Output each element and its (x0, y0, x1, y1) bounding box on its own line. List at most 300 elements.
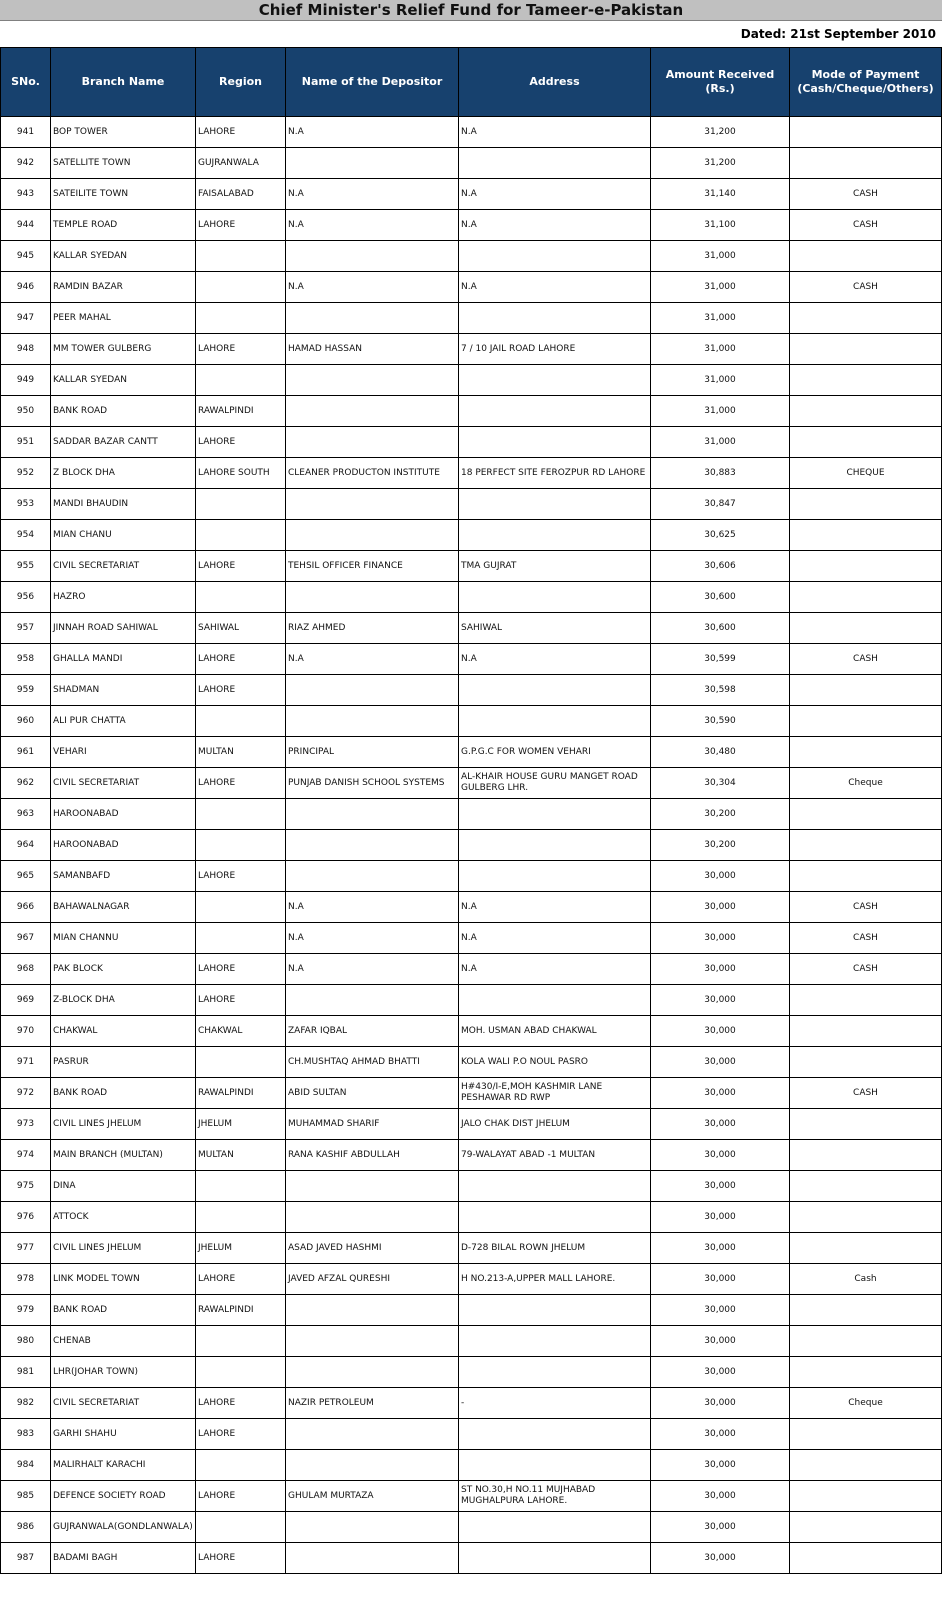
cell-amount: 30,000 (651, 1140, 790, 1171)
cell-address: H#430/I-E,MOH KASHMIR LANE PESHAWAR RD RWP (459, 1078, 651, 1109)
cell-mode: CHEQUE (790, 458, 942, 489)
cell-mode (790, 706, 942, 737)
cell-amount: 30,590 (651, 706, 790, 737)
cell-branch: PAK BLOCK (51, 954, 196, 985)
cell-region: RAWALPINDI (196, 396, 286, 427)
cell-mode (790, 1109, 942, 1140)
cell-sno: 975 (1, 1171, 51, 1202)
cell-address (459, 520, 651, 551)
cell-address (459, 1202, 651, 1233)
cell-address: 18 PERFECT SITE FEROZPUR RD LAHORE (459, 458, 651, 489)
cell-depositor: N.A (286, 644, 459, 675)
cell-region (196, 706, 286, 737)
cell-amount: 30,600 (651, 613, 790, 644)
cell-mode (790, 520, 942, 551)
table-row (1, 365, 942, 396)
table-header-row (1, 48, 942, 117)
cell-address: N.A (459, 923, 651, 954)
cell-amount: 30,000 (651, 1264, 790, 1295)
cell-amount: 30,000 (651, 1419, 790, 1450)
cell-mode: CASH (790, 892, 942, 923)
cell-sno: 963 (1, 799, 51, 830)
table-row (1, 1357, 942, 1388)
cell-depositor: PUNJAB DANISH SCHOOL SYSTEMS (286, 768, 459, 799)
table-row (1, 1295, 942, 1326)
cell-mode (790, 985, 942, 1016)
cell-amount: 30,883 (651, 458, 790, 489)
cell-branch: Z BLOCK DHA (51, 458, 196, 489)
cell-address: JALO CHAK DIST JHELUM (459, 1109, 651, 1140)
cell-mode: CASH (790, 1078, 942, 1109)
table-row (1, 1202, 942, 1233)
cell-branch: GUJRANWALA(GONDLANWALA) (51, 1512, 196, 1543)
cell-depositor (286, 1171, 459, 1202)
cell-branch: HAZRO (51, 582, 196, 613)
cell-branch: CHENAB (51, 1326, 196, 1357)
cell-branch: ATTOCK (51, 1202, 196, 1233)
cell-region: JHELUM (196, 1109, 286, 1140)
cell-region: LAHORE (196, 1264, 286, 1295)
cell-sno: 960 (1, 706, 51, 737)
cell-address: MOH. USMAN ABAD CHAKWAL (459, 1016, 651, 1047)
cell-amount: 30,606 (651, 551, 790, 582)
cell-depositor: N.A (286, 210, 459, 241)
cell-amount: 30,000 (651, 1512, 790, 1543)
cell-amount: 30,000 (651, 1202, 790, 1233)
table-row (1, 1047, 942, 1078)
cell-depositor (286, 799, 459, 830)
cell-amount: 31,000 (651, 334, 790, 365)
cell-sno: 947 (1, 303, 51, 334)
cell-region: LAHORE (196, 954, 286, 985)
table-row (1, 241, 942, 272)
cell-amount: 31,000 (651, 241, 790, 272)
table-row (1, 1388, 942, 1419)
cell-branch: KALLAR SYEDAN (51, 365, 196, 396)
table-row (1, 303, 942, 334)
cell-sno: 982 (1, 1388, 51, 1419)
cell-sno: 952 (1, 458, 51, 489)
cell-amount: 30,000 (651, 923, 790, 954)
cell-region: LAHORE (196, 117, 286, 148)
cell-address (459, 303, 651, 334)
cell-depositor: N.A (286, 117, 459, 148)
cell-sno: 985 (1, 1481, 51, 1512)
cell-region: LAHORE (196, 551, 286, 582)
cell-sno: 958 (1, 644, 51, 675)
cell-sno: 951 (1, 427, 51, 458)
column-header-region: Region (196, 48, 286, 117)
document-title: Chief Minister's Relief Fund for Tameer-e-Pakistan (0, 0, 942, 21)
table-body (1, 117, 942, 1574)
cell-depositor: MUHAMMAD SHARIF (286, 1109, 459, 1140)
cell-depositor (286, 985, 459, 1016)
cell-branch: KALLAR SYEDAN (51, 241, 196, 272)
cell-sno: 959 (1, 675, 51, 706)
cell-mode (790, 396, 942, 427)
cell-branch: MANDI BHAUDIN (51, 489, 196, 520)
cell-address (459, 1295, 651, 1326)
table-row (1, 334, 942, 365)
table-row (1, 892, 942, 923)
cell-mode: CASH (790, 954, 942, 985)
cell-sno: 946 (1, 272, 51, 303)
cell-region (196, 241, 286, 272)
cell-region: LAHORE (196, 427, 286, 458)
cell-region (196, 1357, 286, 1388)
cell-amount: 30,000 (651, 892, 790, 923)
cell-amount: 31,200 (651, 117, 790, 148)
cell-branch: CIVIL LINES JHELUM (51, 1233, 196, 1264)
cell-mode (790, 1543, 942, 1574)
cell-amount: 31,140 (651, 179, 790, 210)
cell-address: ST NO.30,H NO.11 MUJHABAD MUGHALPURA LAHORE. (459, 1481, 651, 1512)
cell-sno: 978 (1, 1264, 51, 1295)
cell-depositor: N.A (286, 179, 459, 210)
cell-depositor: N.A (286, 923, 459, 954)
cell-branch: DINA (51, 1171, 196, 1202)
cell-depositor: ABID SULTAN (286, 1078, 459, 1109)
cell-depositor (286, 675, 459, 706)
table-row (1, 272, 942, 303)
table-row (1, 489, 942, 520)
cell-region: GUJRANWALA (196, 148, 286, 179)
cell-mode (790, 1357, 942, 1388)
cell-depositor (286, 1419, 459, 1450)
cell-address (459, 830, 651, 861)
cell-depositor: GHULAM MURTAZA (286, 1481, 459, 1512)
cell-sno: 981 (1, 1357, 51, 1388)
cell-region: LAHORE (196, 768, 286, 799)
cell-region (196, 892, 286, 923)
table-row (1, 1140, 942, 1171)
cell-depositor (286, 706, 459, 737)
table-row (1, 1171, 942, 1202)
cell-branch: CIVIL SECRETARIAT (51, 1388, 196, 1419)
cell-branch: BAHAWALNAGAR (51, 892, 196, 923)
cell-address: - (459, 1388, 651, 1419)
cell-depositor (286, 1326, 459, 1357)
cell-amount: 31,000 (651, 396, 790, 427)
column-header-branch: Branch Name (51, 48, 196, 117)
cell-address: SAHIWAL (459, 613, 651, 644)
cell-depositor: TEHSIL OFFICER FINANCE (286, 551, 459, 582)
cell-address (459, 489, 651, 520)
cell-branch: BOP TOWER (51, 117, 196, 148)
cell-amount: 30,000 (651, 1388, 790, 1419)
cell-mode (790, 303, 942, 334)
table-row (1, 768, 942, 799)
cell-mode (790, 241, 942, 272)
cell-amount: 31,200 (651, 148, 790, 179)
cell-mode (790, 1295, 942, 1326)
cell-address (459, 1171, 651, 1202)
column-header-address: Address (459, 48, 651, 117)
cell-region: LAHORE (196, 644, 286, 675)
cell-amount: 30,000 (651, 1078, 790, 1109)
cell-sno: 955 (1, 551, 51, 582)
cell-branch: BANK ROAD (51, 1078, 196, 1109)
cell-mode: CASH (790, 210, 942, 241)
cell-branch: MALIRHALT KARACHI (51, 1450, 196, 1481)
cell-region: RAWALPINDI (196, 1295, 286, 1326)
cell-sno: 976 (1, 1202, 51, 1233)
cell-sno: 965 (1, 861, 51, 892)
cell-amount: 30,000 (651, 1481, 790, 1512)
cell-region: LAHORE (196, 985, 286, 1016)
cell-sno: 979 (1, 1295, 51, 1326)
cell-depositor (286, 396, 459, 427)
cell-sno: 961 (1, 737, 51, 768)
table-row (1, 582, 942, 613)
document-date: Dated: 21st September 2010 (740, 27, 936, 41)
cell-address: KOLA WALI P.O NOUL PASRO (459, 1047, 651, 1078)
table-row (1, 117, 942, 148)
column-header-depositor: Name of the Depositor (286, 48, 459, 117)
cell-region: MULTAN (196, 737, 286, 768)
cell-amount: 30,200 (651, 799, 790, 830)
cell-branch: CIVIL SECRETARIAT (51, 768, 196, 799)
cell-region (196, 1047, 286, 1078)
cell-branch: CHAKWAL (51, 1016, 196, 1047)
cell-amount: 30,598 (651, 675, 790, 706)
cell-amount: 30,000 (651, 1295, 790, 1326)
cell-region: MULTAN (196, 1140, 286, 1171)
cell-branch: CIVIL SECRETARIAT (51, 551, 196, 582)
table-row (1, 706, 942, 737)
cell-depositor: CH.MUSHTAQ AHMAD BHATTI (286, 1047, 459, 1078)
cell-branch: DEFENCE SOCIETY ROAD (51, 1481, 196, 1512)
cell-branch: TEMPLE ROAD (51, 210, 196, 241)
cell-mode (790, 1047, 942, 1078)
cell-address: N.A (459, 892, 651, 923)
cell-depositor: ZAFAR IQBAL (286, 1016, 459, 1047)
cell-depositor (286, 148, 459, 179)
cell-mode (790, 1016, 942, 1047)
cell-mode (790, 1171, 942, 1202)
cell-sno: 980 (1, 1326, 51, 1357)
cell-depositor (286, 1357, 459, 1388)
cell-address (459, 799, 651, 830)
cell-branch: BANK ROAD (51, 396, 196, 427)
cell-address: N.A (459, 954, 651, 985)
table-row (1, 1543, 942, 1574)
cell-region: LAHORE (196, 334, 286, 365)
cell-mode (790, 489, 942, 520)
cell-address: H NO.213-A,UPPER MALL LAHORE. (459, 1264, 651, 1295)
cell-branch: SHADMAN (51, 675, 196, 706)
cell-sno: 954 (1, 520, 51, 551)
cell-sno: 950 (1, 396, 51, 427)
cell-depositor: N.A (286, 954, 459, 985)
cell-mode (790, 334, 942, 365)
cell-mode (790, 675, 942, 706)
cell-depositor (286, 1543, 459, 1574)
cell-branch: LINK MODEL TOWN (51, 1264, 196, 1295)
cell-depositor (286, 1202, 459, 1233)
cell-amount: 30,000 (651, 1016, 790, 1047)
cell-branch: MIAN CHANNU (51, 923, 196, 954)
cell-address: N.A (459, 272, 651, 303)
cell-branch: HAROONABAD (51, 799, 196, 830)
table-row (1, 427, 942, 458)
cell-amount: 30,000 (651, 1543, 790, 1574)
cell-mode (790, 551, 942, 582)
cell-region (196, 303, 286, 334)
cell-sno: 966 (1, 892, 51, 923)
cell-branch: SATELLITE TOWN (51, 148, 196, 179)
cell-mode (790, 427, 942, 458)
cell-mode (790, 148, 942, 179)
cell-depositor (286, 489, 459, 520)
table-row (1, 396, 942, 427)
cell-depositor (286, 1295, 459, 1326)
table-row (1, 1326, 942, 1357)
table-row (1, 799, 942, 830)
cell-sno: 986 (1, 1512, 51, 1543)
cell-region: LAHORE SOUTH (196, 458, 286, 489)
relief-fund-table (0, 47, 942, 1574)
cell-depositor: CLEANER PRODUCTON INSTITUTE (286, 458, 459, 489)
table-row (1, 520, 942, 551)
cell-address: N.A (459, 210, 651, 241)
cell-amount: 30,000 (651, 1109, 790, 1140)
cell-address (459, 148, 651, 179)
cell-sno: 953 (1, 489, 51, 520)
cell-mode: Cash (790, 1264, 942, 1295)
table-row (1, 179, 942, 210)
cell-depositor: N.A (286, 892, 459, 923)
cell-region (196, 799, 286, 830)
table-row (1, 551, 942, 582)
cell-amount: 30,625 (651, 520, 790, 551)
cell-depositor (286, 241, 459, 272)
cell-amount: 30,000 (651, 1171, 790, 1202)
cell-sno: 972 (1, 1078, 51, 1109)
cell-amount: 31,000 (651, 303, 790, 334)
cell-mode (790, 830, 942, 861)
cell-mode: CASH (790, 179, 942, 210)
cell-amount: 30,200 (651, 830, 790, 861)
table-row (1, 737, 942, 768)
cell-sno: 964 (1, 830, 51, 861)
cell-branch: Z-BLOCK DHA (51, 985, 196, 1016)
cell-address (459, 365, 651, 396)
cell-branch: MAIN BRANCH (MULTAN) (51, 1140, 196, 1171)
cell-mode (790, 613, 942, 644)
table-row (1, 1450, 942, 1481)
cell-sno: 967 (1, 923, 51, 954)
cell-region: LAHORE (196, 861, 286, 892)
cell-depositor (286, 582, 459, 613)
cell-amount: 31,000 (651, 272, 790, 303)
cell-address: AL-KHAIR HOUSE GURU MANGET ROAD GULBERG LHR. (459, 768, 651, 799)
cell-branch: SATEILITE TOWN (51, 179, 196, 210)
cell-sno: 974 (1, 1140, 51, 1171)
cell-region: LAHORE (196, 1419, 286, 1450)
cell-amount: 30,600 (651, 582, 790, 613)
cell-mode: CASH (790, 923, 942, 954)
cell-address (459, 396, 651, 427)
cell-mode (790, 582, 942, 613)
cell-region: JHELUM (196, 1233, 286, 1264)
cell-sno: 984 (1, 1450, 51, 1481)
cell-address: D-728 BILAL ROWN JHELUM (459, 1233, 651, 1264)
cell-address: N.A (459, 117, 651, 148)
table-row (1, 830, 942, 861)
cell-amount: 30,000 (651, 1357, 790, 1388)
cell-mode (790, 365, 942, 396)
cell-amount: 30,000 (651, 1450, 790, 1481)
table-row (1, 954, 942, 985)
cell-amount: 30,304 (651, 768, 790, 799)
cell-mode (790, 737, 942, 768)
cell-region: LAHORE (196, 1388, 286, 1419)
cell-mode (790, 1481, 942, 1512)
cell-branch: GARHI SHAHU (51, 1419, 196, 1450)
table-row (1, 458, 942, 489)
cell-branch: RAMDIN BAZAR (51, 272, 196, 303)
table-row (1, 1264, 942, 1295)
cell-mode (790, 1202, 942, 1233)
cell-address (459, 1326, 651, 1357)
cell-mode (790, 1419, 942, 1450)
cell-sno: 983 (1, 1419, 51, 1450)
cell-branch: VEHARI (51, 737, 196, 768)
cell-address: 79-WALAYAT ABAD -1 MULTAN (459, 1140, 651, 1171)
cell-depositor (286, 427, 459, 458)
cell-address (459, 582, 651, 613)
cell-sno: 977 (1, 1233, 51, 1264)
cell-mode (790, 1233, 942, 1264)
cell-region (196, 365, 286, 396)
cell-sno: 969 (1, 985, 51, 1016)
table-row (1, 985, 942, 1016)
cell-sno: 970 (1, 1016, 51, 1047)
cell-region: CHAKWAL (196, 1016, 286, 1047)
cell-sno: 957 (1, 613, 51, 644)
cell-region (196, 582, 286, 613)
table-row (1, 613, 942, 644)
cell-branch: MM TOWER GULBERG (51, 334, 196, 365)
cell-amount: 30,000 (651, 861, 790, 892)
cell-amount: 31,000 (651, 365, 790, 396)
cell-region (196, 272, 286, 303)
cell-address (459, 1512, 651, 1543)
cell-depositor: HAMAD HASSAN (286, 334, 459, 365)
cell-depositor (286, 303, 459, 334)
cell-depositor: RANA KASHIF ABDULLAH (286, 1140, 459, 1171)
column-header-amount: Amount Received (Rs.) (651, 48, 790, 117)
cell-amount: 30,000 (651, 985, 790, 1016)
table-row (1, 1078, 942, 1109)
table-row (1, 923, 942, 954)
cell-mode: Cheque (790, 768, 942, 799)
cell-sno: 945 (1, 241, 51, 272)
table-row (1, 1109, 942, 1140)
cell-mode (790, 1512, 942, 1543)
cell-region (196, 1450, 286, 1481)
table-row (1, 1481, 942, 1512)
cell-address: N.A (459, 179, 651, 210)
table-row (1, 1512, 942, 1543)
cell-sno: 941 (1, 117, 51, 148)
cell-sno: 948 (1, 334, 51, 365)
cell-branch: SAMANBAFD (51, 861, 196, 892)
cell-mode (790, 117, 942, 148)
cell-sno: 973 (1, 1109, 51, 1140)
cell-amount: 30,847 (651, 489, 790, 520)
